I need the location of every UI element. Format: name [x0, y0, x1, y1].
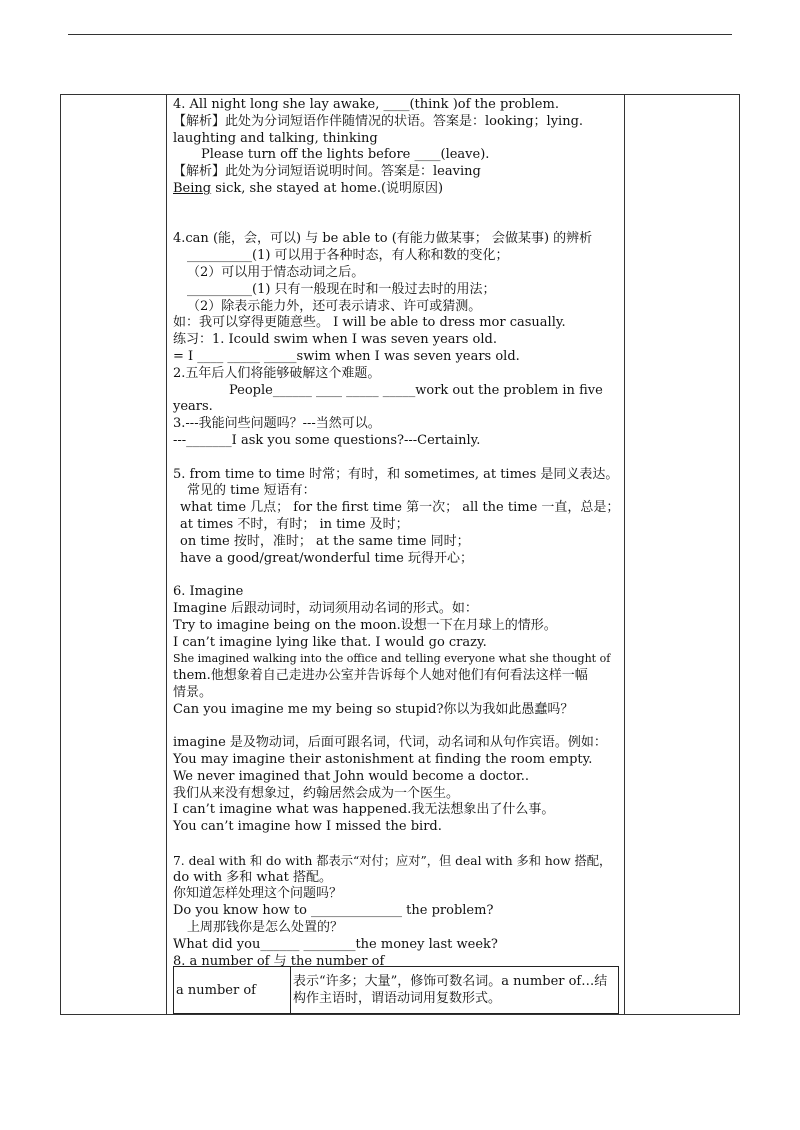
header-rule [68, 34, 732, 35]
text-line: 【解析】此处为分词短语说明时间。答案是：leaving [173, 164, 481, 180]
text-line: years. [173, 399, 213, 415]
text-line: 4. All night long she lay awake, ____(think )of the problem. [173, 97, 559, 112]
text-line: I can’t imagine lying like that. I would go crazy. [173, 634, 487, 650]
text-line: 【解析】此处为分词短语作伴随情况的状语。答案是：looking；lying. [173, 113, 584, 129]
text-line: 常见的 time 短语有： [187, 483, 316, 499]
text-line: on time 按时，准时； at the same time 同时； [180, 533, 470, 549]
text-line: 8. a number of 与 the number of [173, 953, 385, 969]
table-cell-description [291, 967, 619, 1014]
column-divider-right [624, 94, 625, 1015]
text-line: imagine 是及物动词，后面可跟名词，代词，动名词和从句作宾语。例如： [173, 735, 607, 751]
text-line: __________(1) 只有一般现在时和一般过去时的用法； [187, 281, 496, 297]
text-line: = I ____ _____ _____swim when I was seven years old. [173, 348, 520, 364]
text-line: You may imagine their astonishment at finding the room empty. [173, 752, 593, 768]
text-line: 7. deal with 和 do with 都表示“对付；应对”，但 deal with 多和 how 搭配， [173, 853, 612, 868]
text-line: what time 几点； for the first time 第一次； all the time 一直，总是； [180, 500, 620, 516]
text-line: ---_______I ask you some questions?---Certainly. [173, 432, 481, 448]
table-row [174, 967, 619, 1014]
text-line: 5. from time to time 时常；有时，和 sometimes, at times 是同义表达。 [173, 466, 619, 482]
text-line: 我们从来没有想象过，约翰居然会成为一个医生。 [173, 785, 460, 801]
text-line: 3.---我能问些问题吗？---当然可以。 [173, 416, 381, 432]
text-line: Can you imagine me my being so stupid?你以为我如此愚蠢吗？ [173, 701, 574, 717]
text-line: You can’t imagine how I missed the bird. [173, 819, 442, 835]
text-line [173, 181, 619, 198]
text-line: She imagined walking into the office and telling everyone what she thought of [173, 652, 611, 666]
text-line: Please turn off the lights before ____(leave). [201, 147, 490, 163]
text-line: Try to imagine being on the moon.设想一下在月球上的情形。 [173, 617, 557, 633]
comparison-table [173, 966, 619, 1014]
text-line: them.他想象着自己走进办公室并告诉每个人她对他们有何看法这样一幅 [173, 668, 588, 684]
text-line: 练习：1. Icould swim when I was seven years old. [173, 332, 497, 348]
main-content-cell [173, 97, 619, 970]
text-line: 如：我可以穿得更随意些。 I will be able to dress mor casually. [173, 315, 566, 331]
text-line: 2.五年后人们将能够破解这个难题。 [173, 365, 381, 381]
text-line: laughting and talking, thinking [173, 130, 378, 146]
description-line: 表示“许多；大量”，修饰可数名词。a number of…结 [293, 974, 608, 989]
text-line: We never imagined that John would become a doctor.. [173, 768, 530, 784]
text-fragment: sick, she stayed at home.(说明原因) [211, 180, 444, 196]
text-line: I can’t imagine what was happened.我无法想象出了什么事。 [173, 802, 555, 818]
text-line: （2）除表示能力外，还可表示请求、许可或猜测。 [187, 298, 482, 314]
text-line: 上周那钱你是怎么处置的？ [187, 920, 344, 936]
text-line: 你知道怎样处理这个问题吗？ [173, 886, 343, 902]
text-line: 6. Imagine [173, 584, 244, 600]
column-divider-left [166, 94, 167, 1015]
text-line: do with 多和 what 搭配。 [173, 869, 333, 885]
text-line: at times 不时，有时； in time 及时； [180, 516, 409, 532]
text-line: People______ ____ _____ _____work out the problem in five [229, 382, 603, 398]
underlined-word: Being [173, 180, 212, 196]
text-line: What did you______ ________the money last week? [173, 936, 498, 952]
text-line: （2）可以用于情态动词之后。 [187, 264, 365, 280]
table-cell-term: a number of [174, 967, 291, 1014]
text-line: have a good/great/wonderful time 玩得开心； [180, 550, 474, 566]
text-line: __________(1) 可以用于各种时态，有人称和数的变化； [187, 248, 509, 264]
text-line: 4.can (能，会，可以) 与 be able to (有能力做某事； 会做某事) 的辨析 [173, 231, 593, 247]
text-line: 情景。 [173, 684, 213, 700]
text-line: Imagine 后跟动词时，动词须用动名词的形式。如： [173, 600, 478, 616]
description-line: 构作主语时，谓语动词用复数形式。 [293, 991, 502, 1006]
text-line: Do you know how to ______________ the problem? [173, 903, 494, 919]
